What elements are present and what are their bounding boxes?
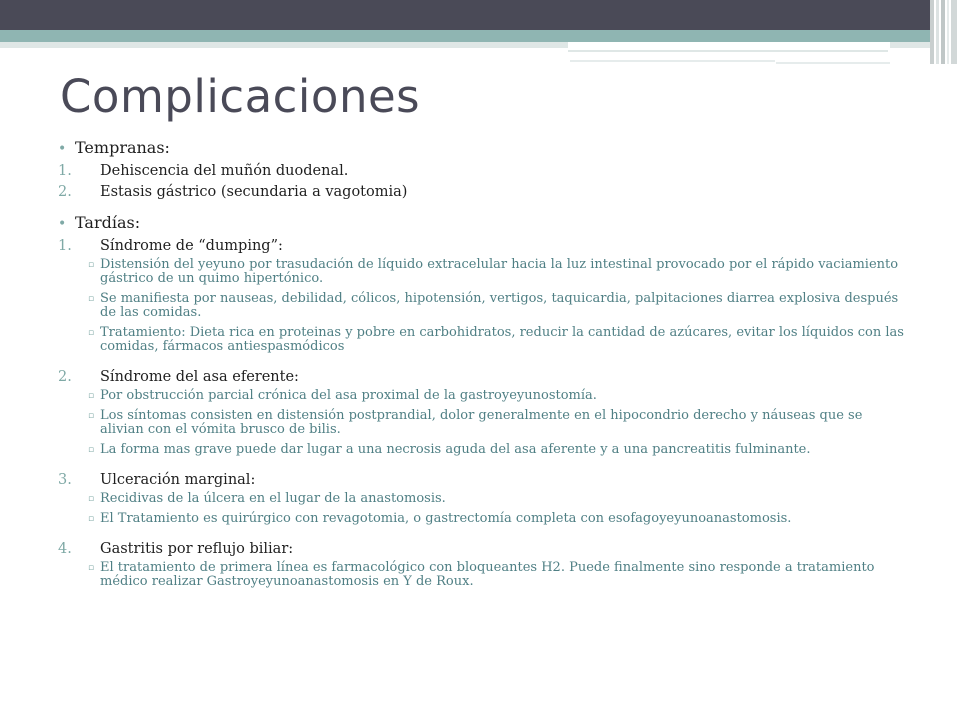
sub-item-text: Por obstrucción parcial crónica del asa proximal de la gastroyeyunostomía. [100, 388, 597, 403]
item-number: 4. [58, 541, 72, 557]
item-number: 3. [58, 472, 72, 488]
sub-item-text: El tratamiento de primera línea es farmacológico con bloqueantes H2. Puede finalmente sino responde a tratamiento médico realizar Gastroyeyunoanastomosis en Y de Roux. [100, 560, 875, 589]
header-stripe [936, 0, 939, 64]
item-text: Dehiscencia del muñón duodenal. [100, 163, 349, 179]
sub-item [58, 561, 918, 589]
section-heading [58, 213, 918, 234]
header-stripe [941, 0, 945, 64]
item-text: Síndrome de “dumping”: [100, 238, 283, 254]
list-item [58, 237, 918, 255]
item-number: 1. [58, 238, 72, 254]
list-item-block [58, 368, 918, 457]
bullet-icon: • [58, 141, 67, 157]
square-bullet-icon: ▫ [88, 411, 95, 421]
square-bullet-icon: ▫ [88, 328, 95, 338]
header-stripe [930, 0, 934, 64]
sub-item [58, 292, 918, 320]
header-stripe [951, 0, 957, 64]
item-number: 2. [58, 184, 72, 200]
sub-item [58, 326, 918, 354]
header-band-dark [0, 0, 930, 30]
header-notch [568, 42, 890, 50]
square-bullet-icon: ▫ [88, 563, 95, 573]
item-number: 1. [58, 163, 72, 179]
header-stripe [947, 0, 949, 64]
sub-item-text: Recidivas de la úlcera en el lugar de la anastomosis. [100, 491, 446, 506]
square-bullet-icon: ▫ [88, 294, 95, 304]
list-item-block [58, 540, 918, 589]
section-tempranas [58, 138, 918, 201]
header-rule [776, 62, 890, 64]
item-text: Estasis gástrico (secundaria a vagotomia) [100, 184, 408, 200]
item-number: 2. [58, 369, 72, 385]
sub-list [58, 258, 918, 354]
bullet-icon: • [58, 216, 67, 232]
list-item [58, 162, 918, 180]
list-item [58, 540, 918, 558]
sub-item [58, 389, 918, 403]
slide-title: Complicaciones [60, 70, 421, 123]
sub-item-text: La forma mas grave puede dar lugar a una necrosis aguda del asa aferente y a una pancreatitis fulminante. [100, 442, 811, 457]
section-label: Tardías: [75, 213, 141, 232]
sub-item [58, 443, 918, 457]
item-text: Ulceración marginal: [100, 472, 256, 488]
square-bullet-icon: ▫ [88, 391, 95, 401]
sub-list [58, 561, 918, 589]
sub-item [58, 492, 918, 506]
sub-item-text: El Tratamiento es quirúrgico con revagotomia, o gastrectomía completa con esofagoyeyunoanastomosis. [100, 511, 792, 526]
list-item [58, 368, 918, 386]
section-heading [58, 138, 918, 159]
sub-item [58, 409, 918, 437]
list-item [58, 183, 918, 201]
square-bullet-icon: ▫ [88, 494, 95, 504]
sub-list [58, 389, 918, 457]
square-bullet-icon: ▫ [88, 514, 95, 524]
sub-item-text: Se manifiesta por nauseas, debilidad, cólicos, hipotensión, vertigos, taquicardia, palpitaciones diarrea explosiva después de las comidas. [100, 291, 899, 320]
section-tardias [58, 213, 918, 589]
list-item-block [58, 471, 918, 526]
item-text: Gastritis por reflujo biliar: [100, 541, 294, 557]
sub-item [58, 512, 918, 526]
sub-item-text: Distensión del yeyuno por trasudación de líquido extracelular hacia la luz intestinal provocado por el rápido vaciamiento gástrico de un quimo hipertónico. [100, 257, 899, 286]
list-item-block [58, 237, 918, 354]
header-rule [570, 60, 775, 62]
slide-body [58, 138, 918, 595]
sub-item-text: Tratamiento: Dieta rica en proteinas y pobre en carbohidratos, reducir la cantidad de azúcares, evitar los líquidos con las comidas, fármacos antiespasmódicos [100, 325, 904, 354]
section-label: Tempranas: [75, 138, 170, 157]
sub-item [58, 258, 918, 286]
header-band-teal [0, 30, 930, 42]
sub-list [58, 492, 918, 526]
list-item [58, 471, 918, 489]
item-text: Síndrome del asa eferente: [100, 369, 299, 385]
sub-item-text: Los síntomas consisten en distensión postprandial, dolor generalmente en el hipocondrio derecho y náuseas que se alivian con el vómita brusco de bilis. [100, 408, 863, 437]
square-bullet-icon: ▫ [88, 445, 95, 455]
header-rule [568, 50, 888, 52]
square-bullet-icon: ▫ [88, 260, 95, 270]
